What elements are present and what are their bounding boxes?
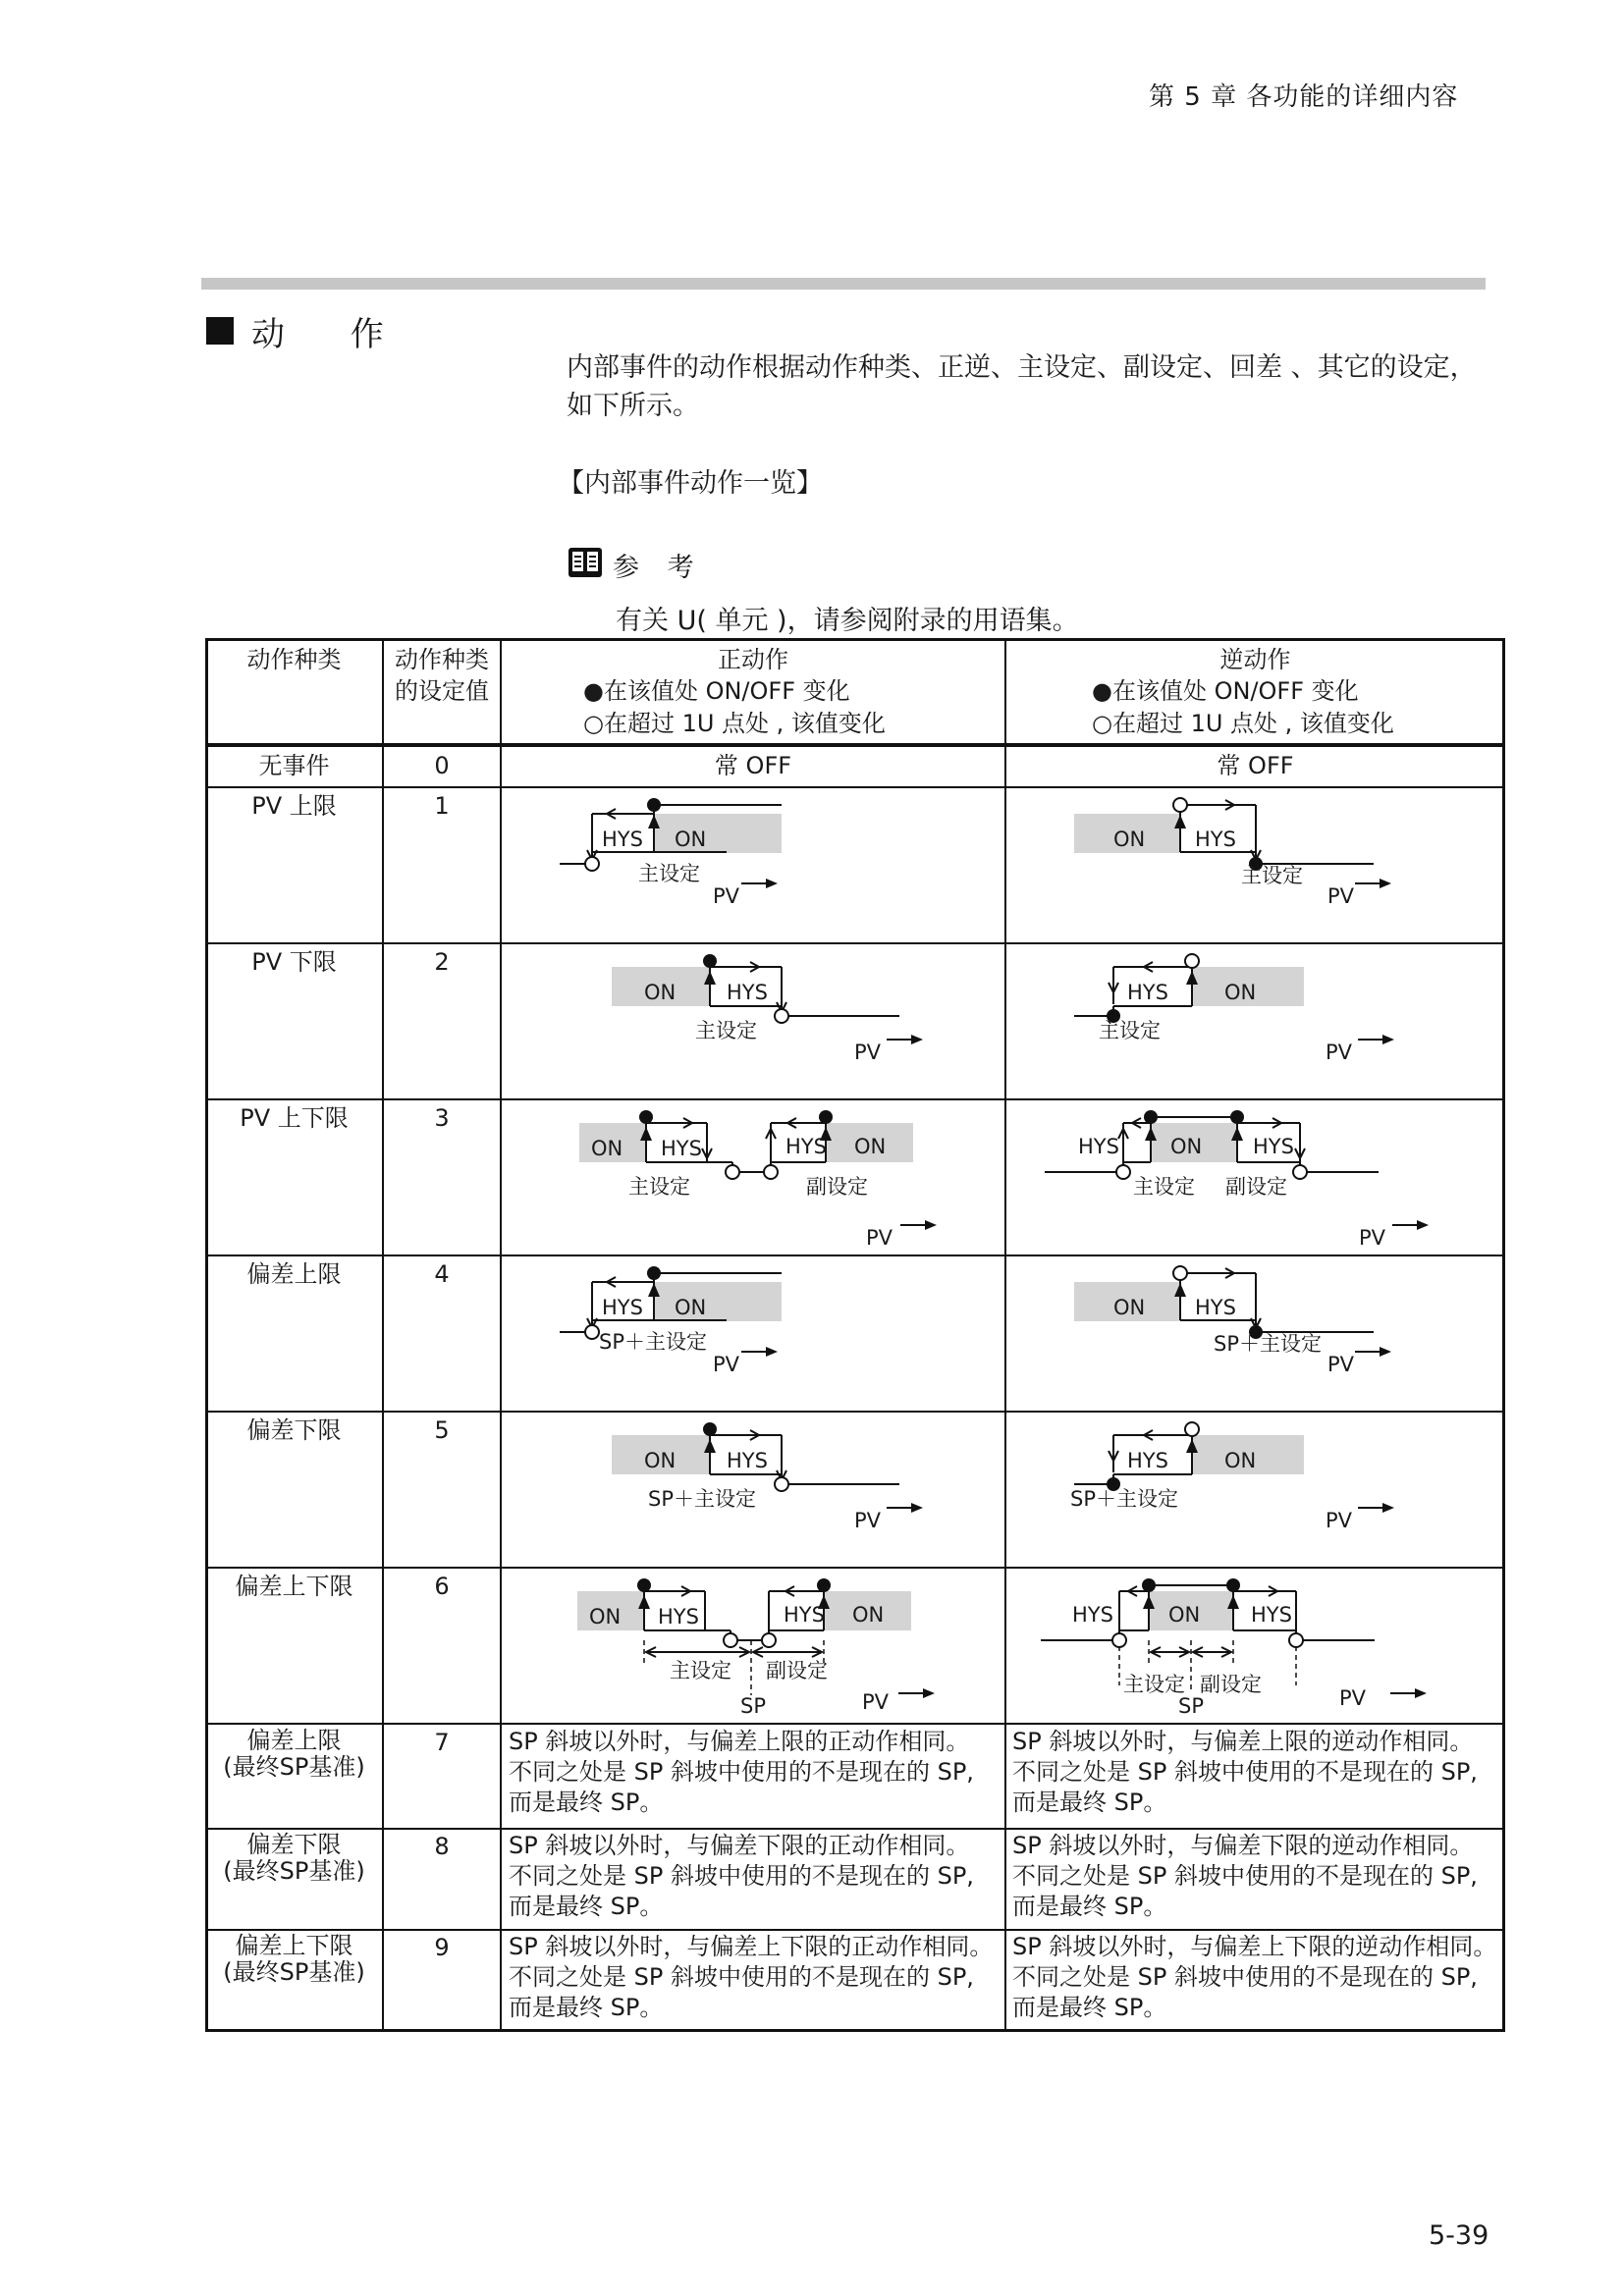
pv-label: PV [1327, 1353, 1355, 1376]
row-5-value: 5 [434, 1416, 450, 1444]
sp-main-label: SP＋主设定 [1214, 1332, 1322, 1356]
row-1-value: 1 [434, 792, 450, 820]
chapter-header: 第 5 章 各功能的详细内容 [1149, 82, 1459, 112]
row-1-name: PV 上限 [251, 792, 337, 820]
on-label: ON [1168, 1603, 1201, 1627]
pv-label: PV [862, 1690, 890, 1714]
sub-label: 副设定 [806, 1175, 868, 1199]
on-label: ON [675, 1296, 707, 1319]
header-direct: 正动作 [718, 646, 788, 673]
hys-label: HYS [602, 828, 643, 851]
section-rule [201, 278, 1486, 290]
header-setting-1: 动作种类 [395, 646, 489, 673]
page-number: 5-39 [1429, 2220, 1489, 2251]
row-0-value: 0 [434, 752, 450, 779]
on-label: ON [1113, 828, 1146, 851]
on-label: ON [1170, 1135, 1203, 1158]
main-label: 主设定 [1123, 1673, 1185, 1696]
row-8-direct: SP 斜坡以外时，与偏差下限的正动作相同。 不同之处是 SP 斜坡中使用的不是现在的 SP, 而是最终 SP。 [509, 1832, 974, 1920]
header-setting-2: 的设定值 [395, 677, 489, 705]
main-label: 主设定 [670, 1659, 731, 1682]
row-2-value: 2 [434, 948, 450, 976]
row-0-direct: 常 OFF [714, 752, 792, 779]
legend-filled-reverse: ●在该值处 ON/OFF 变化 [1092, 677, 1359, 705]
hys-label: HYS [727, 981, 768, 1004]
header-type: 动作种类 [246, 646, 342, 673]
row-7-name: 偏差上限 [246, 1727, 342, 1754]
event-action-table [205, 638, 1505, 2032]
row-4-direct-diagram [501, 1255, 1005, 1412]
on-label: ON [1224, 1449, 1257, 1472]
sp-label: SP [1178, 1694, 1204, 1718]
on-label: ON [1113, 1296, 1146, 1319]
reference-text: 有关 U( 单元 )，请参阅附录的用语集。 [616, 606, 1079, 636]
pv-label: PV [866, 1226, 893, 1250]
book-icon [568, 546, 603, 579]
sp-main-label: SP＋主设定 [599, 1330, 707, 1354]
section-title: 动 作 [251, 315, 411, 354]
main-label: 主设定 [1099, 1019, 1161, 1042]
sub-label: 副设定 [1225, 1175, 1287, 1199]
row-8-name: 偏差下限 [246, 1831, 342, 1858]
on-label: ON [854, 1135, 887, 1158]
pv-label: PV [1339, 1686, 1367, 1710]
hys-label: HYS [1195, 1296, 1236, 1319]
hys-label: HYS [727, 1449, 768, 1472]
hys-label: HYS [1127, 1449, 1168, 1472]
row-7-direct: SP 斜坡以外时，与偏差上限的正动作相同。 不同之处是 SP 斜坡中使用的不是现在的 SP, 而是最终 SP。 [509, 1728, 974, 1816]
on-label: ON [589, 1605, 622, 1629]
row-9-value: 9 [434, 1934, 450, 1961]
pv-label: PV [1359, 1226, 1386, 1250]
sp-main-label: SP＋主设定 [648, 1487, 756, 1511]
hys-label: HYS [1251, 1603, 1292, 1627]
sp-main-label: SP＋主设定 [1070, 1487, 1178, 1511]
row-8-name-sub: (最终SP基准) [223, 1857, 365, 1885]
pv-label: PV [713, 1353, 740, 1376]
row-8-reverse: SP 斜坡以外时，与偏差下限的逆动作相同。 不同之处是 SP 斜坡中使用的不是现在的 SP, 而是最终 SP。 [1012, 1832, 1478, 1920]
list-title: 【内部事件动作一览】 [558, 468, 823, 499]
sp-label: SP [740, 1694, 766, 1718]
legend-open-direct: ○在超过 1U 点处 , 该值变化 [583, 710, 886, 737]
row-8-value: 8 [434, 1833, 450, 1860]
intro-paragraph: 内部事件的动作根据动作种类、正逆、主设定、副设定、回差 、其它的设定，如下所示。 [567, 352, 1477, 421]
row-9-name: 偏差上下限 [235, 1932, 353, 1959]
row-5-reverse-diagram [1005, 1412, 1505, 1568]
pv-label: PV [854, 1041, 882, 1064]
on-label: ON [644, 981, 677, 1004]
row-6-name: 偏差上下限 [235, 1573, 353, 1600]
row-4-reverse-diagram [1005, 1255, 1505, 1412]
pv-label: PV [1327, 884, 1355, 908]
row-4-name: 偏差上限 [246, 1260, 342, 1288]
header-reverse: 逆动作 [1219, 646, 1291, 673]
row-0-name: 无事件 [258, 752, 330, 779]
hys-label: HYS [1195, 828, 1236, 851]
row-6-value: 6 [434, 1573, 450, 1600]
row-6-direct-diagram [501, 1568, 1005, 1724]
row-9-direct: SP 斜坡以外时，与偏差上下限的正动作相同。 不同之处是 SP 斜坡中使用的不是现在的 SP, 而是最终 SP。 [509, 1933, 994, 2021]
row-5-name: 偏差下限 [246, 1416, 342, 1444]
sub-label: 副设定 [766, 1659, 828, 1682]
row-0-reverse: 常 OFF [1217, 752, 1294, 779]
row-2-reverse-diagram [1005, 943, 1505, 1099]
section-square-icon [206, 317, 234, 345]
on-label: ON [1224, 981, 1257, 1004]
on-label: ON [591, 1137, 623, 1160]
row-5-direct-diagram [501, 1412, 1005, 1568]
on-label: ON [852, 1603, 885, 1627]
row-6-reverse-diagram [1005, 1568, 1505, 1724]
row-3-name: PV 上下限 [240, 1104, 349, 1132]
hys-label: HYS [1078, 1135, 1119, 1158]
on-label: ON [675, 828, 707, 851]
row-2-direct-diagram [501, 943, 1005, 1099]
row-2-name: PV 下限 [251, 948, 337, 976]
pv-label: PV [713, 884, 740, 908]
row-9-name-sub: (最终SP基准) [223, 1958, 365, 1986]
row-3-reverse-diagram [1005, 1099, 1505, 1255]
main-label: 主设定 [695, 1019, 757, 1042]
hys-label: HYS [1253, 1135, 1294, 1158]
hys-label: HYS [784, 1603, 825, 1627]
reference-title: 参 考 [613, 553, 704, 583]
row-7-value: 7 [434, 1729, 450, 1756]
pv-label: PV [854, 1509, 882, 1532]
hys-label: HYS [785, 1135, 827, 1158]
hys-label: HYS [1072, 1603, 1113, 1627]
row-4-value: 4 [434, 1260, 450, 1288]
main-label: 主设定 [1241, 864, 1303, 887]
row-1-reverse-diagram [1005, 787, 1505, 943]
row-7-reverse: SP 斜坡以外时，与偏差上限的逆动作相同。 不同之处是 SP 斜坡中使用的不是现在的 SP, 而是最终 SP。 [1012, 1728, 1478, 1816]
hys-label: HYS [658, 1605, 699, 1629]
sub-label: 副设定 [1200, 1673, 1262, 1696]
row-9-reverse: SP 斜坡以外时，与偏差上下限的逆动作相同。 不同之处是 SP 斜坡中使用的不是现在的 SP, 而是最终 SP。 [1012, 1933, 1497, 2021]
on-label: ON [644, 1449, 677, 1472]
main-label: 主设定 [638, 862, 700, 885]
row-1-direct-diagram [501, 787, 1005, 943]
hys-label: HYS [661, 1137, 702, 1160]
row-3-direct-diagram [501, 1099, 1005, 1255]
main-label: 主设定 [628, 1175, 690, 1199]
legend-filled-direct: ●在该值处 ON/OFF 变化 [583, 677, 850, 705]
hys-label: HYS [602, 1296, 643, 1319]
hys-label: HYS [1127, 981, 1168, 1004]
row-7-name-sub: (最终SP基准) [223, 1753, 365, 1781]
pv-label: PV [1326, 1041, 1353, 1064]
row-3-value: 3 [434, 1104, 450, 1132]
legend-open-reverse: ○在超过 1U 点处 , 该值变化 [1092, 710, 1394, 737]
pv-label: PV [1326, 1509, 1353, 1532]
main-label: 主设定 [1133, 1175, 1195, 1199]
